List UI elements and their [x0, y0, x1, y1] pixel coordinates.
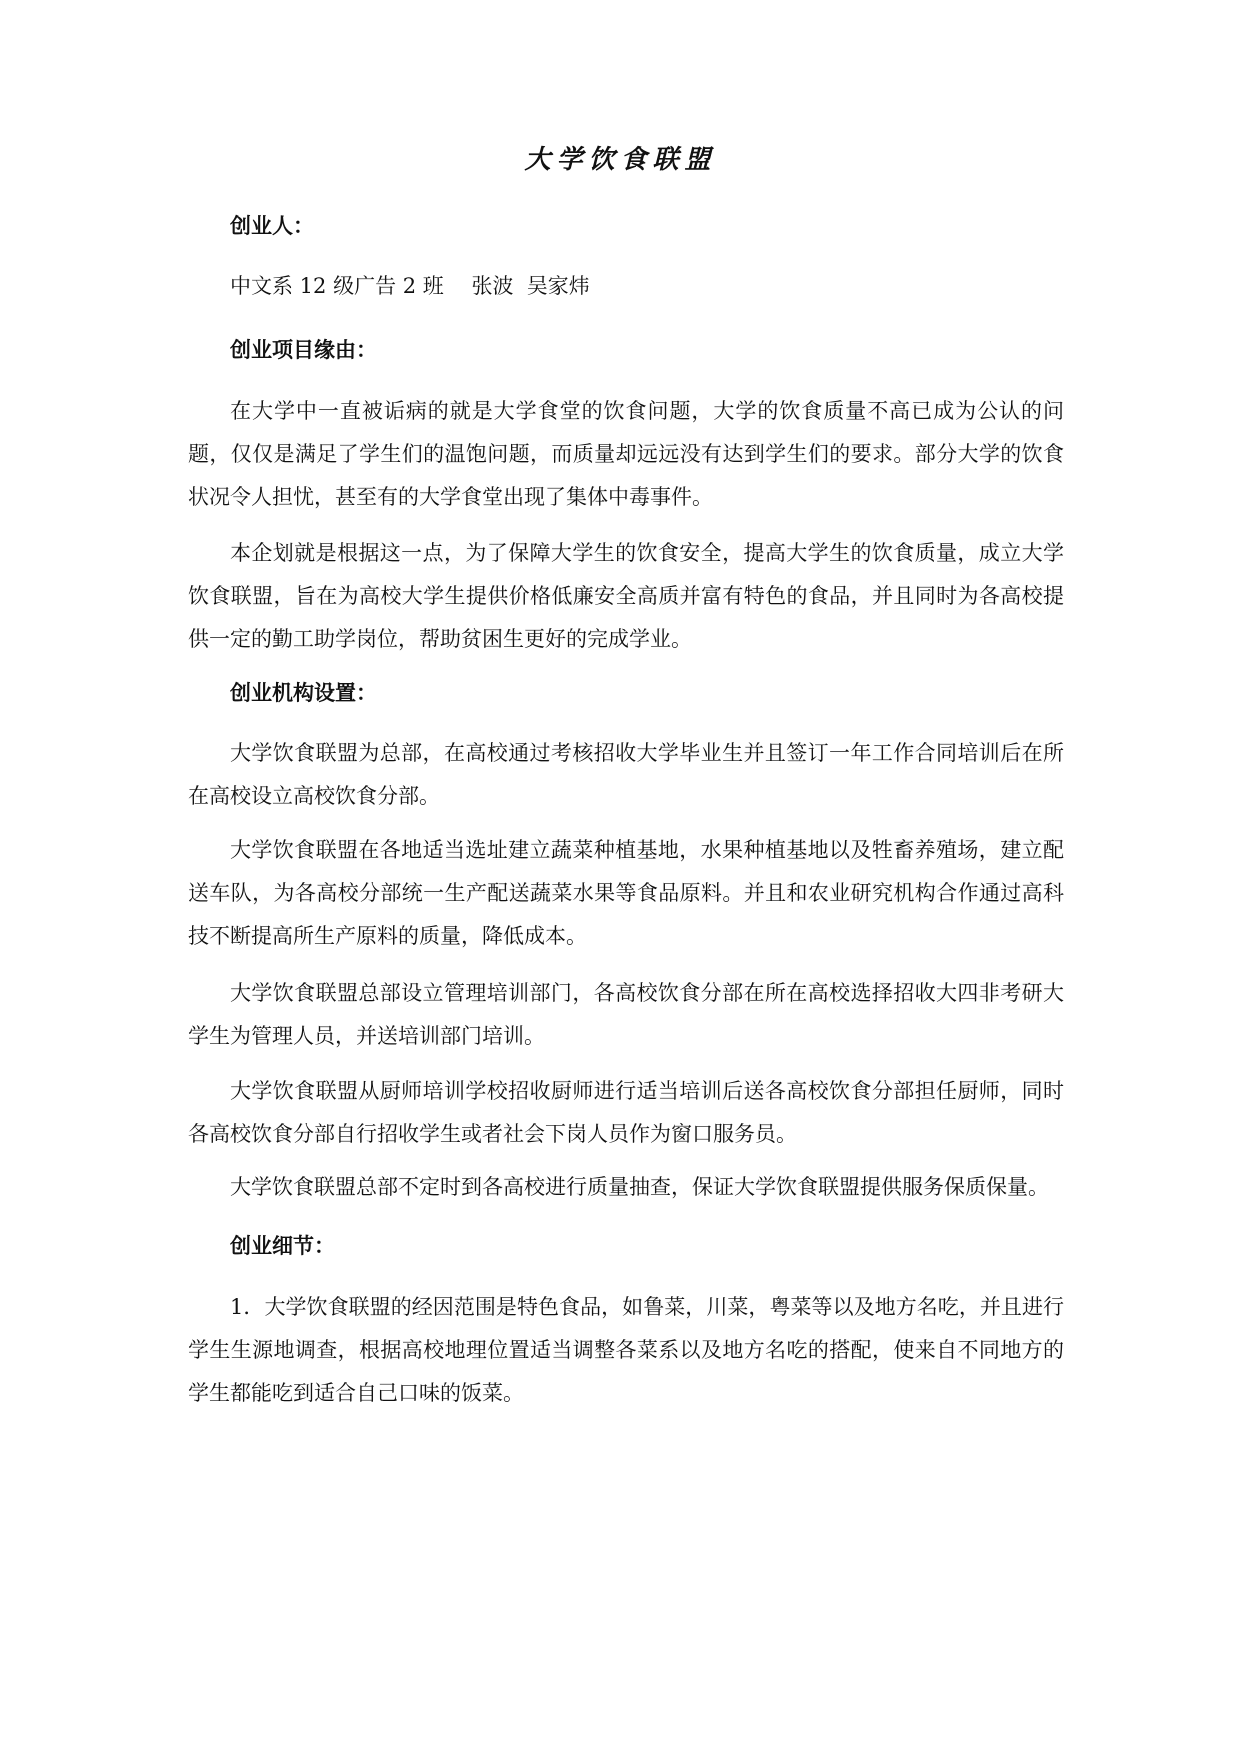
- paragraph: 大学饮食联盟总部设立管理培训部门，各高校饮食分部在所在高校选择招收大四非考研大学生为管理人员，并送培训部门培训。: [188, 981, 1064, 1048]
- paragraph: 大学饮食联盟总部不定时到各高校进行质量抽查，保证大学饮食联盟提供服务保质保量。: [230, 1175, 1049, 1199]
- paragraph: 本企划就是根据这一点，为了保障大学生的饮食安全，提高大学生的饮食质量，成立大学饮食联盟，旨在为高校大学生提供价格低廉安全高质并富有特色的食品，并且同时为各高校提供一定的勤工助学岗位，帮助贫困生更好的完成学业。: [188, 541, 1064, 651]
- paragraph: 大学饮食联盟在各地适当选址建立蔬菜种植基地，水果种植基地以及牲畜养殖场，建立配送车队，为各高校分部统一生产配送蔬菜水果等食品原料。并且和农业研究机构合作通过高科技不断提高所生产原料的质量，降低成本。: [188, 838, 1064, 948]
- section-heading-reason: 创业项目缘由：: [230, 338, 377, 362]
- paragraph: 在大学中一直被诟病的就是大学食堂的饮食问题，大学的饮食质量不高已成为公认的问题，仅仅是满足了学生们的温饱问题，而质量却远远没有达到学生们的要求。部分大学的饮食状况令人担忧，甚至有的大学食堂出现了集体中毒事件。: [188, 399, 1064, 509]
- founders-line: 中文系 12 级广告 2 班 张波 吴家炜: [230, 274, 590, 298]
- section-heading-structure: 创业机构设置：: [230, 681, 377, 705]
- section-heading-details: 创业细节：: [230, 1234, 335, 1258]
- document-title: 大学饮食联盟: [524, 145, 717, 175]
- section-heading-founders: 创业人：: [230, 214, 314, 238]
- paragraph: 1．大学饮食联盟的经因范围是特色食品，如鲁菜，川菜，粤菜等以及地方名吃，并且进行学生生源地调查，根据高校地理位置适当调整各菜系以及地方名吃的搭配，使来自不同地方的学生都能吃到适合自己口味的饭菜。: [188, 1295, 1064, 1405]
- paragraph: 大学饮食联盟为总部，在高校通过考核招收大学毕业生并且签订一年工作合同培训后在所在高校设立高校饮食分部。: [188, 741, 1064, 808]
- paragraph: 大学饮食联盟从厨师培训学校招收厨师进行适当培训后送各高校饮食分部担任厨师，同时各高校饮食分部自行招收学生或者社会下岗人员作为窗口服务员。: [188, 1079, 1064, 1146]
